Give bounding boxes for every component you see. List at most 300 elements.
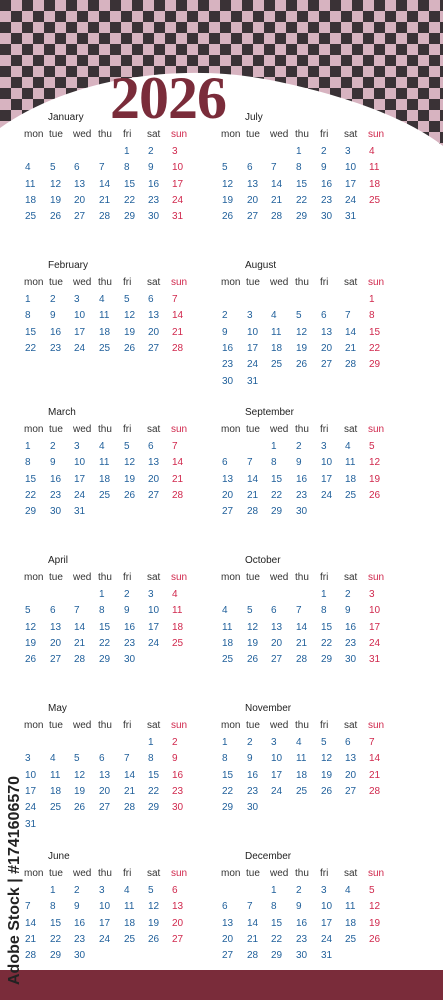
day-cell: 20 (148, 326, 160, 338)
day-cell: 20 (148, 473, 160, 485)
day-cell: 23 (296, 489, 308, 501)
day-cell: 26 (247, 654, 259, 666)
day-cell: 11 (345, 901, 356, 913)
weekday-wed: wed (73, 277, 92, 288)
day-cell: 5 (124, 441, 130, 452)
day-cell: 10 (172, 162, 184, 174)
day-cell: 1 (321, 589, 327, 600)
day-cell: 11 (369, 162, 380, 174)
month-name: November (245, 703, 292, 714)
weekday-tue: tue (246, 720, 260, 731)
day-cell: 8 (296, 162, 302, 174)
day-cell: 25 (50, 802, 62, 814)
day-cell: 23 (321, 194, 333, 206)
day-cell: 22 (271, 933, 283, 945)
weekday-header (24, 277, 199, 289)
weekday-thu: thu (295, 572, 309, 583)
day-cell: 22 (99, 637, 111, 649)
day-cell: 16 (172, 769, 184, 781)
day-cell: 1 (25, 294, 31, 305)
day-cell: 22 (25, 489, 37, 501)
day-cell: 25 (25, 211, 37, 223)
weekday-sat: sat (344, 572, 358, 583)
month-name: January (48, 112, 84, 123)
weekday-fri: fri (123, 277, 132, 288)
day-cell: 17 (99, 917, 111, 929)
day-cell: 6 (50, 605, 56, 617)
day-cell: 19 (124, 326, 136, 338)
weekday-wed: wed (270, 277, 289, 288)
weekday-thu: thu (98, 277, 112, 288)
month-name: October (245, 555, 281, 566)
day-cell: 29 (369, 359, 381, 371)
day-cell: 18 (25, 194, 37, 206)
day-cell: 14 (296, 621, 308, 633)
day-cell: 19 (50, 194, 62, 206)
day-cell: 24 (321, 489, 333, 501)
day-cell: 1 (271, 885, 277, 896)
day-cell: 10 (345, 162, 357, 174)
weekday-sat: sat (344, 277, 358, 288)
day-cell: 30 (296, 950, 308, 962)
day-cell: 25 (99, 489, 111, 501)
day-cell: 6 (222, 901, 228, 913)
weekday-mon: mon (221, 868, 241, 879)
day-cell: 21 (345, 342, 357, 354)
day-cell: 16 (50, 326, 62, 338)
day-cell: 31 (321, 950, 333, 962)
day-cell: 18 (271, 342, 283, 354)
day-cell: 3 (172, 146, 178, 157)
day-cell: 14 (369, 753, 381, 765)
day-cell: 15 (50, 917, 62, 929)
day-cell: 15 (148, 769, 160, 781)
day-cell: 17 (25, 785, 37, 797)
weekday-thu: thu (295, 424, 309, 435)
weekday-thu: thu (295, 868, 309, 879)
day-cell: 24 (247, 359, 259, 371)
day-cell: 17 (172, 178, 184, 190)
day-cell: 20 (50, 637, 62, 649)
weekday-header (24, 868, 199, 880)
weekday-tue: tue (246, 572, 260, 583)
day-cell: 20 (271, 637, 283, 649)
day-cell: 26 (25, 654, 37, 666)
day-cell: 22 (296, 194, 308, 206)
day-cell: 7 (172, 441, 178, 452)
day-cell: 1 (148, 737, 154, 748)
day-cell: 16 (296, 473, 308, 485)
day-cell: 6 (321, 310, 327, 322)
weekday-header (221, 129, 396, 141)
day-cell: 14 (74, 621, 86, 633)
weekday-sun: sun (171, 868, 188, 879)
day-cell: 27 (74, 211, 86, 223)
day-cell: 5 (296, 310, 302, 322)
weekday-tue: tue (49, 720, 63, 731)
day-cell: 5 (50, 162, 56, 174)
day-cell: 13 (50, 621, 62, 633)
day-cell: 7 (25, 901, 31, 913)
weekday-mon: mon (24, 720, 44, 731)
day-cell: 6 (99, 753, 105, 765)
day-cell: 11 (296, 753, 307, 765)
day-cell: 18 (172, 621, 184, 633)
weekday-sun: sun (368, 572, 385, 583)
day-cell: 4 (222, 605, 228, 617)
day-cell: 15 (321, 621, 333, 633)
day-cell: 18 (50, 785, 62, 797)
day-cell: 24 (99, 933, 111, 945)
month-name: August (245, 260, 277, 271)
day-cell: 13 (222, 473, 234, 485)
day-cell: 21 (99, 194, 111, 206)
day-cell: 23 (345, 637, 357, 649)
day-cell: 9 (74, 901, 80, 913)
day-cell: 8 (222, 753, 228, 765)
day-cell: 8 (25, 310, 31, 322)
day-cell: 20 (74, 194, 86, 206)
day-cell: 19 (74, 785, 86, 797)
day-cell: 29 (222, 802, 234, 814)
day-cell: 5 (369, 441, 375, 452)
day-cell: 27 (222, 950, 234, 962)
day-cell: 11 (271, 326, 282, 338)
day-cell: 7 (247, 457, 253, 469)
day-cell: 11 (124, 901, 135, 913)
day-cell: 4 (124, 885, 130, 896)
day-cell: 3 (148, 589, 154, 600)
day-cell: 10 (271, 753, 283, 765)
weekday-fri: fri (123, 720, 132, 731)
day-cell: 28 (296, 654, 308, 666)
day-cell: 28 (74, 654, 86, 666)
day-cell: 14 (345, 326, 357, 338)
weekday-fri: fri (123, 868, 132, 879)
day-cell: 15 (369, 326, 381, 338)
day-cell: 3 (74, 441, 80, 452)
day-cell: 29 (271, 506, 283, 518)
day-cell: 1 (369, 294, 375, 305)
day-cell: 28 (369, 785, 381, 797)
day-cell: 7 (74, 605, 80, 617)
day-cell: 27 (99, 802, 111, 814)
day-cell: 6 (74, 162, 80, 174)
day-cell: 8 (124, 162, 130, 174)
day-cell: 4 (296, 737, 302, 748)
day-cell: 21 (74, 637, 86, 649)
day-cell: 8 (369, 310, 375, 322)
day-cell: 28 (172, 489, 184, 501)
day-cell: 29 (25, 506, 37, 518)
weekday-thu: thu (98, 720, 112, 731)
day-cell: 14 (99, 178, 111, 190)
day-cell: 21 (25, 933, 37, 945)
day-cell: 5 (74, 753, 80, 765)
year-title: 2026 (110, 65, 226, 131)
weekday-sat: sat (344, 424, 358, 435)
day-cell: 8 (99, 605, 105, 617)
weekday-sun: sun (171, 572, 188, 583)
day-cell: 21 (369, 769, 381, 781)
day-cell: 27 (148, 342, 160, 354)
day-cell: 16 (74, 917, 86, 929)
day-cell: 24 (74, 342, 86, 354)
day-cell: 1 (25, 441, 31, 452)
day-cell: 18 (99, 326, 111, 338)
day-cell: 12 (247, 621, 259, 633)
weekday-fri: fri (320, 129, 329, 140)
day-cell: 24 (148, 637, 160, 649)
stock-watermark-id: Adobe Stock | #1741606570 (6, 775, 23, 985)
day-cell: 23 (296, 933, 308, 945)
day-cell: 4 (271, 310, 277, 322)
day-cell: 5 (25, 605, 31, 617)
day-cell: 6 (148, 441, 154, 452)
day-cell: 4 (25, 162, 31, 174)
day-cell: 12 (74, 769, 86, 781)
day-cell: 11 (50, 769, 61, 781)
day-cell: 26 (369, 489, 381, 501)
month-name: December (245, 851, 292, 862)
day-cell: 12 (296, 326, 308, 338)
weekday-thu: thu (295, 277, 309, 288)
day-cell: 26 (296, 359, 308, 371)
day-cell: 16 (124, 621, 136, 633)
day-cell: 21 (271, 194, 283, 206)
day-cell: 16 (148, 178, 160, 190)
day-cell: 17 (345, 178, 357, 190)
weekday-sat: sat (147, 129, 161, 140)
day-cell: 15 (271, 473, 283, 485)
day-cell: 19 (148, 917, 160, 929)
day-cell: 4 (50, 753, 56, 765)
day-cell: 30 (222, 375, 234, 387)
day-cell: 31 (247, 375, 259, 387)
day-cell: 26 (124, 342, 136, 354)
day-cell: 2 (148, 146, 154, 157)
day-cell: 27 (247, 211, 259, 223)
day-cell: 23 (74, 933, 86, 945)
day-cell: 2 (345, 589, 351, 600)
day-cell: 30 (74, 950, 86, 962)
day-cell: 15 (99, 621, 111, 633)
weekday-sun: sun (368, 424, 385, 435)
day-cell: 26 (148, 933, 160, 945)
day-cell: 24 (25, 802, 37, 814)
day-cell: 30 (321, 211, 333, 223)
day-cell: 12 (321, 753, 333, 765)
day-cell: 20 (222, 489, 234, 501)
day-cell: 2 (222, 310, 228, 322)
weekday-thu: thu (98, 129, 112, 140)
day-cell: 25 (369, 194, 381, 206)
day-cell: 17 (74, 473, 86, 485)
weekday-sat: sat (344, 720, 358, 731)
day-cell: 18 (99, 473, 111, 485)
day-cell: 19 (296, 342, 308, 354)
day-cell: 27 (172, 933, 184, 945)
day-cell: 2 (74, 885, 80, 896)
day-cell: 20 (321, 342, 333, 354)
day-cell: 21 (172, 473, 184, 485)
day-cell: 12 (25, 621, 37, 633)
day-cell: 31 (25, 818, 37, 830)
day-cell: 25 (172, 637, 184, 649)
month-name: April (48, 555, 69, 566)
day-cell: 2 (296, 885, 302, 896)
day-cell: 12 (222, 178, 234, 190)
day-cell: 13 (247, 178, 259, 190)
day-cell: 6 (247, 162, 253, 174)
month-name: February (48, 260, 89, 271)
weekday-thu: thu (98, 868, 112, 879)
day-cell: 23 (148, 194, 160, 206)
day-cell: 10 (74, 310, 86, 322)
day-cell: 20 (172, 917, 184, 929)
day-cell: 28 (25, 950, 37, 962)
day-cell: 17 (321, 473, 333, 485)
day-cell: 14 (271, 178, 283, 190)
day-cell: 16 (321, 178, 333, 190)
day-cell: 16 (50, 473, 62, 485)
weekday-fri: fri (320, 868, 329, 879)
day-cell: 21 (172, 326, 184, 338)
day-cell: 9 (345, 605, 351, 617)
day-cell: 23 (124, 637, 136, 649)
weekday-sat: sat (147, 720, 161, 731)
day-cell: 27 (222, 506, 234, 518)
day-cell: 7 (271, 162, 277, 174)
weekday-mon: mon (221, 720, 241, 731)
day-cell: 19 (369, 917, 381, 929)
day-cell: 7 (172, 294, 178, 305)
weekday-wed: wed (270, 572, 289, 583)
day-cell: 28 (247, 506, 259, 518)
weekday-tue: tue (49, 424, 63, 435)
day-cell: 27 (345, 785, 357, 797)
day-cell: 24 (369, 637, 381, 649)
day-cell: 29 (148, 802, 160, 814)
month-name: July (245, 112, 263, 123)
day-cell: 13 (148, 310, 160, 322)
day-cell: 12 (124, 310, 136, 322)
weekday-mon: mon (24, 277, 44, 288)
weekday-header (221, 277, 396, 289)
day-cell: 30 (247, 802, 259, 814)
day-cell: 13 (321, 326, 333, 338)
day-cell: 20 (345, 769, 357, 781)
day-cell: 9 (247, 753, 253, 765)
weekday-fri: fri (320, 572, 329, 583)
day-cell: 19 (222, 194, 234, 206)
day-cell: 18 (222, 637, 234, 649)
day-cell: 3 (247, 310, 253, 322)
day-cell: 1 (222, 737, 228, 748)
day-cell: 9 (222, 326, 228, 338)
day-cell: 19 (124, 473, 136, 485)
day-cell: 13 (345, 753, 357, 765)
day-cell: 19 (321, 769, 333, 781)
day-cell: 8 (271, 457, 277, 469)
day-cell: 13 (74, 178, 86, 190)
day-cell: 16 (345, 621, 357, 633)
weekday-tue: tue (246, 129, 260, 140)
weekday-fri: fri (123, 424, 132, 435)
weekday-tue: tue (49, 129, 63, 140)
day-cell: 30 (172, 802, 184, 814)
weekday-mon: mon (24, 129, 44, 140)
day-cell: 13 (148, 457, 160, 469)
day-cell: 4 (172, 589, 178, 600)
day-cell: 21 (296, 637, 308, 649)
weekday-mon: mon (221, 129, 241, 140)
day-cell: 10 (25, 769, 37, 781)
day-cell: 10 (369, 605, 381, 617)
day-cell: 14 (172, 457, 184, 469)
day-cell: 4 (345, 885, 351, 896)
day-cell: 17 (247, 342, 259, 354)
weekday-thu: thu (98, 424, 112, 435)
day-cell: 3 (25, 753, 31, 765)
day-cell: 26 (124, 489, 136, 501)
weekday-tue: tue (246, 424, 260, 435)
day-cell: 21 (247, 933, 259, 945)
day-cell: 18 (345, 473, 357, 485)
day-cell: 9 (50, 310, 56, 322)
day-cell: 22 (271, 489, 283, 501)
day-cell: 14 (124, 769, 136, 781)
weekday-sun: sun (368, 720, 385, 731)
day-cell: 20 (222, 933, 234, 945)
day-cell: 29 (296, 211, 308, 223)
weekday-header (221, 572, 396, 584)
weekday-tue: tue (49, 277, 63, 288)
day-cell: 22 (369, 342, 381, 354)
day-cell: 6 (222, 457, 228, 469)
day-cell: 25 (271, 359, 283, 371)
day-cell: 10 (247, 326, 259, 338)
month-name: June (48, 851, 70, 862)
weekday-sun: sun (171, 424, 188, 435)
bottom-bar (0, 970, 443, 1000)
month-name: May (48, 703, 67, 714)
weekday-sun: sun (368, 277, 385, 288)
day-cell: 13 (172, 901, 184, 913)
day-cell: 9 (296, 457, 302, 469)
weekday-thu: thu (295, 720, 309, 731)
day-cell: 30 (50, 506, 62, 518)
day-cell: 5 (124, 294, 130, 305)
weekday-sat: sat (344, 129, 358, 140)
day-cell: 24 (74, 489, 86, 501)
day-cell: 17 (148, 621, 160, 633)
day-cell: 5 (247, 605, 253, 617)
day-cell: 14 (172, 310, 184, 322)
day-cell: 13 (271, 621, 283, 633)
day-cell: 5 (321, 737, 327, 748)
day-cell: 1 (124, 146, 130, 157)
day-cell: 15 (296, 178, 308, 190)
day-cell: 22 (321, 637, 333, 649)
day-cell: 18 (124, 917, 136, 929)
day-cell: 23 (247, 785, 259, 797)
weekday-header (24, 424, 199, 436)
day-cell: 8 (148, 753, 154, 765)
weekday-header (221, 868, 396, 880)
day-cell: 21 (124, 785, 136, 797)
weekday-sun: sun (368, 129, 385, 140)
